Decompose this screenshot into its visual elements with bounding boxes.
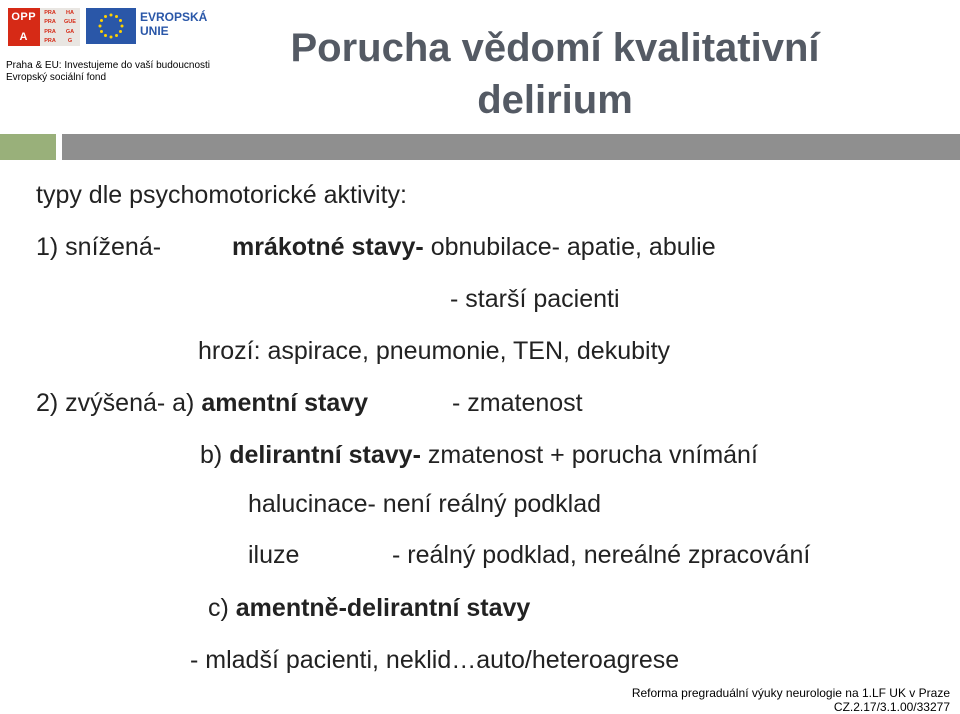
content-line-2-detail: mrákotné stavy- obnubilace- apatie, abulie (232, 233, 716, 261)
content-line-9: c) amentně-delirantní stavy (208, 594, 531, 622)
divider-bar (62, 134, 960, 160)
footer-code: CZ.2.17/3.1.00/33277 (833, 700, 950, 714)
opp-logo-text-a: A (19, 30, 28, 43)
eu-flag-icon (86, 8, 136, 44)
content-line-8-detail: - reálný podklad, nereálné zpracování (392, 541, 811, 569)
content-line-5: 2) zvýšená- a) amentní stavy (36, 389, 369, 417)
content-line-4: hrozí: aspirace, pneumonie, TEN, dekubity (198, 337, 671, 365)
tagline-fund: Evropský sociální fond (6, 72, 107, 83)
content-line-2: 1) snížená- (36, 233, 162, 261)
content-line-10: - mladší pacienti, neklid…auto/heteroagrese (190, 646, 680, 674)
footer-project: Reforma pregraduální výuky neurologie na 1.LF UK v Praze (631, 686, 950, 700)
opp-logo-text: OPP (11, 11, 37, 24)
content-line-1: typy dle psychomotorické aktivity: (36, 181, 407, 209)
slide-title-line2: delirium (477, 78, 633, 122)
content-line-7: halucinace- není reálný podklad (248, 490, 602, 518)
eu-logo-text: EVROPSKÁ UNIE (140, 10, 208, 38)
content-line-3: - starší pacienti (450, 285, 620, 313)
content-line-8: iluze (248, 541, 300, 569)
content-line-6: b) delirantní stavy- zmatenost + porucha vnímání (200, 441, 758, 469)
slide-title (205, 22, 905, 126)
content-line-5-detail: - zmatenost (452, 389, 583, 417)
tagline: Praha & EU: Investujeme do vaší budoucnosti (6, 60, 211, 71)
praha-logo: PRA HA PRA GUE PRA GA PRA G (40, 8, 80, 46)
accent-bar (0, 134, 56, 160)
slide-title-line1: Porucha vědomí kvalitativní (290, 26, 820, 70)
